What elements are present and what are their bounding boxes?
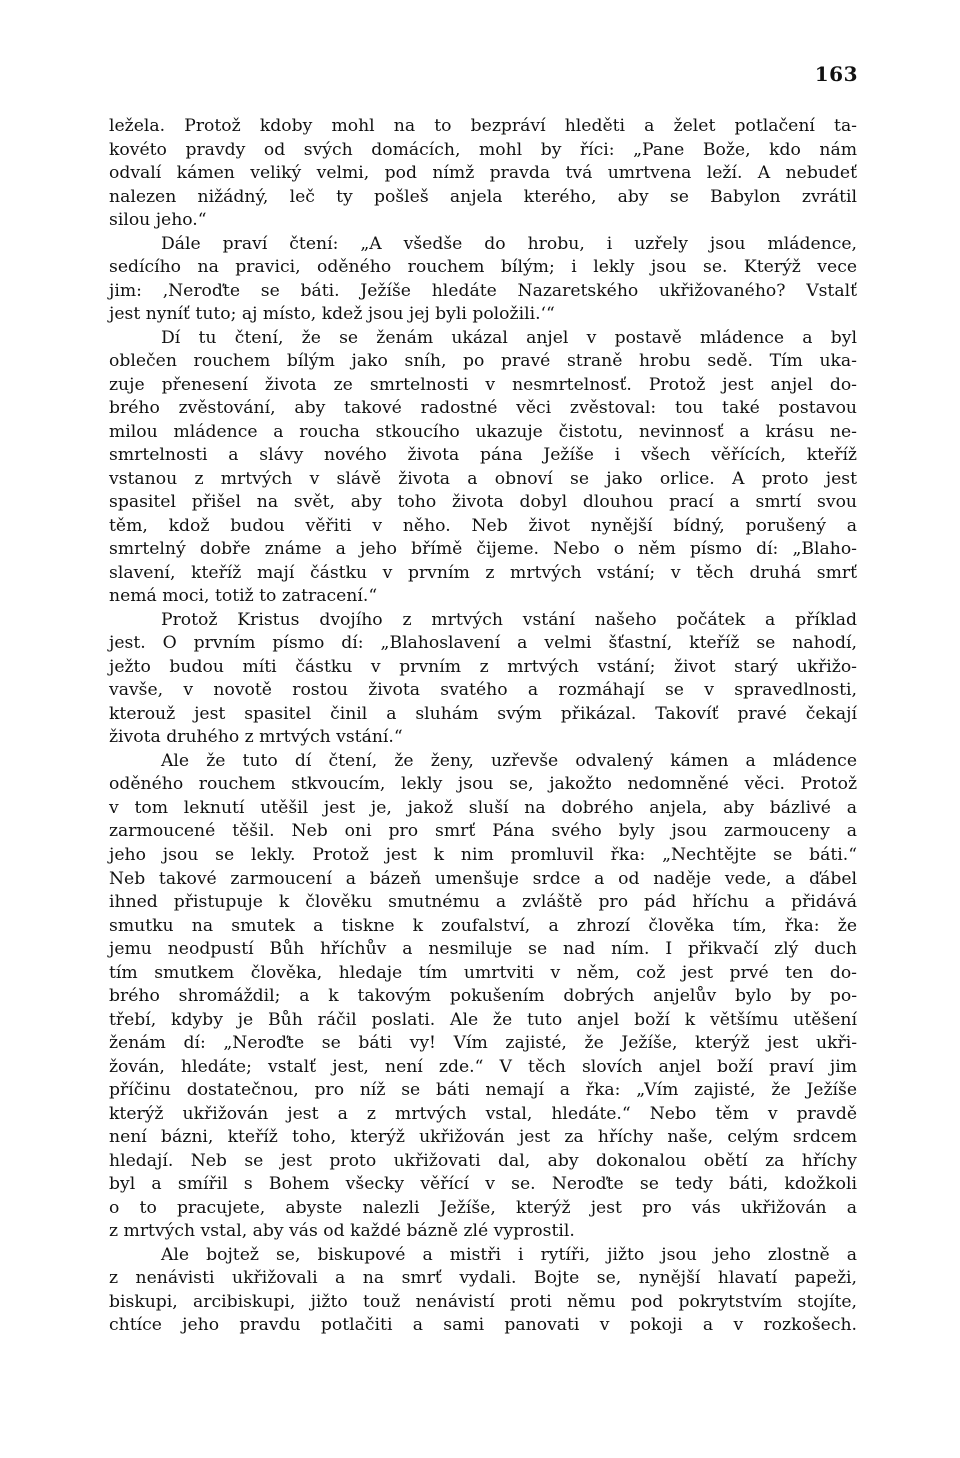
text-line: Ale bojtež se, biskupové a mistři i rytíři, jižto jsou jeho zlostně a xyxy=(161,1244,857,1265)
body-text xyxy=(109,115,857,1338)
text-line: není bázni, kteříž toho, kterýž ukřižován jest za hříchy naše, celým srdcem xyxy=(109,1127,857,1148)
text-line: jeho jsou se lekly. Protož jest k nim promluvil řka: „Nechtějte se báti.“ xyxy=(109,844,857,865)
paragraph xyxy=(109,609,857,750)
text-line: oblečen rouchem bílým jako sníh, po pravé straně hrobu sedě. Tím uka- xyxy=(109,351,857,372)
text-line: kterýž ukřižován jest a z mrtvých vstal, hledáte.“ Nebo těm v pravdě xyxy=(109,1103,857,1124)
text-line: smutku na smutek a tiskne k zoufalství, a zhrozí člověka tím, řka: že xyxy=(109,915,857,936)
text-line: Protož Kristus dvojího z mrtvých vstání našeho počátek a příklad xyxy=(161,609,857,630)
text-line: jim: ‚Neroďte se báti. Ježíše hledáte Nazaretského ukřižovaného? Vstalť xyxy=(109,280,857,301)
paragraph xyxy=(109,1244,857,1338)
text-line: smrtelnosti a slávy nového života pána Ježíše i všech věřících, kteříž xyxy=(109,445,857,466)
text-line: Dí tu čtení, že se ženám ukázal anjel v postavě mládence a byl xyxy=(161,327,857,348)
text-line: Dále praví čtení: „A všedše do hrobu, i uzřely jsou mládence, xyxy=(161,233,857,254)
paragraph xyxy=(109,115,857,233)
text-line: těm, kdož budou věřiti v něho. Neb život nynější bídný, porušený a xyxy=(109,515,857,536)
text-line: vstanou z mrtvých v slávě života a obnoví se jako orlice. A proto jest xyxy=(109,468,857,489)
text-line: Ale že tuto dí čtení, že ženy, uzřevše odvalený kámen a mládence xyxy=(161,750,857,771)
text-line: ženám dí: „Neroďte se báti vy! Vím zajisté, že Ježíše, kterýž jest ukři- xyxy=(109,1033,857,1054)
text-line: z mrtvých vstal, aby vás od každé bázně zlé vyprostil. xyxy=(109,1221,575,1242)
text-line: spasitel přišel na svět, aby toho života dobyl dlouhou prací a smrtí svou xyxy=(109,492,857,513)
text-line: zuje přenesení života ze smrtelnosti v nesmrtelnosť. Protož jest anjel do- xyxy=(109,374,857,395)
text-line: nalezen nižádný, leč ty pošleš anjela kterého, aby se Babylon zvrátil xyxy=(109,186,857,207)
text-line: kovéto pravdy od svých domácích, mohl by říci: „Pane Bože, kdo nám xyxy=(109,139,857,160)
text-line: hledají. Neb se jest proto ukřižovati dal, aby dokonalou obětí za hříchy xyxy=(109,1150,857,1171)
text-line: vavše, v novotě rostou života svatého a rozmáhají se v spravedlnosti, xyxy=(109,680,857,701)
text-line: brého shromáždil; a k takovým pokušením dobrých anjelův bylo by po- xyxy=(109,986,857,1007)
text-line: jest nyníť tuto; aj místo, kdež jsou jej byli položili.‘“ xyxy=(109,304,555,325)
text-line: Neb takové zarmoucení a bázeň umenšuje srdce a od naděje vede, a ďábel xyxy=(109,868,857,889)
text-line: příčinu dostatečnou, pro níž se báti nemají a řka: „Vím zajisté, že Ježíše xyxy=(109,1080,857,1101)
text-line: zarmoucené těšil. Neb oni pro smrť Pána svého byly jsou zarmouceny a xyxy=(109,821,857,842)
text-line: chtíce jeho pravdu potlačiti a sami panovati v pokoji a v rozkošech. xyxy=(109,1315,857,1336)
text-line: milou mládence a roucha stkoucího ukazuje čistotu, nevinnosť a krásu ne- xyxy=(109,421,857,442)
text-line: tím smutkem člověka, hledaje tím umrtviti v něm, což jest prvé ten do- xyxy=(109,962,857,983)
text-line: života druhého z mrtvých vstání.“ xyxy=(109,727,403,748)
text-line: sedícího na pravici, oděného rouchem bílým; i lekly jsou se. Kterýž vece xyxy=(109,257,857,278)
text-line: třebí, kdyby je Bůh ráčil poslati. Ale že tuto anjel boží k většímu utěšení xyxy=(109,1009,857,1030)
text-line: v tom leknutí utěšil jest je, jakož sluší na dobrého anjela, aby bázlivé a xyxy=(109,797,857,818)
text-line: slavení, kteříž mají částku v prvním z mrtvých vstání; v těch druhá smrť xyxy=(109,562,857,583)
text-line: biskupi, arcibiskupi, jižto touž nenávistí proti němu pod pokrytstvím stojíte, xyxy=(109,1291,857,1312)
text-line: o to pracujete, abyste nalezli Ježíše, kterýž jest pro vás ukřižován a xyxy=(109,1197,857,1218)
paragraph xyxy=(109,750,857,1244)
paragraph xyxy=(109,327,857,609)
text-line: brého zvěstování, aby takové radostné věci zvěstoval: tou také postavou xyxy=(109,398,857,419)
text-line: kterouž jest spasitel činil a sluhám svým přikázal. Takovíť pravé čekají xyxy=(109,703,857,724)
text-line: byl a smířil s Bohem všecky věřící v se. Neroďte se tedy báti, kdožkoli xyxy=(109,1174,857,1195)
text-line: ihned přistupuje k člověku smutnému a zvláště pro pád hříchu a přidává xyxy=(109,892,857,913)
text-line: nemá moci, totiž to zatracení.“ xyxy=(109,586,378,607)
text-line: oděného rouchem stkvoucím, lekly jsou se, jakožto nedomněné věci. Protož xyxy=(109,774,857,795)
text-line: žován, hledáte; vstalť jest, není zde.“ V těch slovích anjel boží praví jim xyxy=(109,1056,857,1077)
text-line: odvalí kámen veliký velmi, pod nímž pravda tvá umrtvena leží. A nebudeť xyxy=(109,163,857,184)
page-number: 163 xyxy=(814,62,858,86)
text-line: z nenávisti ukřižovali a na smrť vydali. Bojte se, nynější hlavatí papeži, xyxy=(109,1268,857,1289)
paragraph xyxy=(109,233,857,327)
text-line: jemu neodpustí Bůh hříchův a nesmiluje se nad ním. I přikvačí zlý duch xyxy=(109,939,857,960)
text-line: jest. O prvním písmo dí: „Blahoslavení a velmi šťastní, kteříž se nahodí, xyxy=(109,633,857,654)
text-line: smrtelný dobře známe a jeho břímě čijeme. Nebo o něm písmo dí: „Blaho- xyxy=(109,539,857,560)
text-line: silou jeho.“ xyxy=(109,210,207,231)
text-line: ležela. Protož kdoby mohl na to bezpráví hleděti a želet potlačení ta- xyxy=(109,116,857,136)
text-line: ježto budou míti částku v prvním z mrtvých vstání; život starý ukřižo- xyxy=(109,656,857,677)
